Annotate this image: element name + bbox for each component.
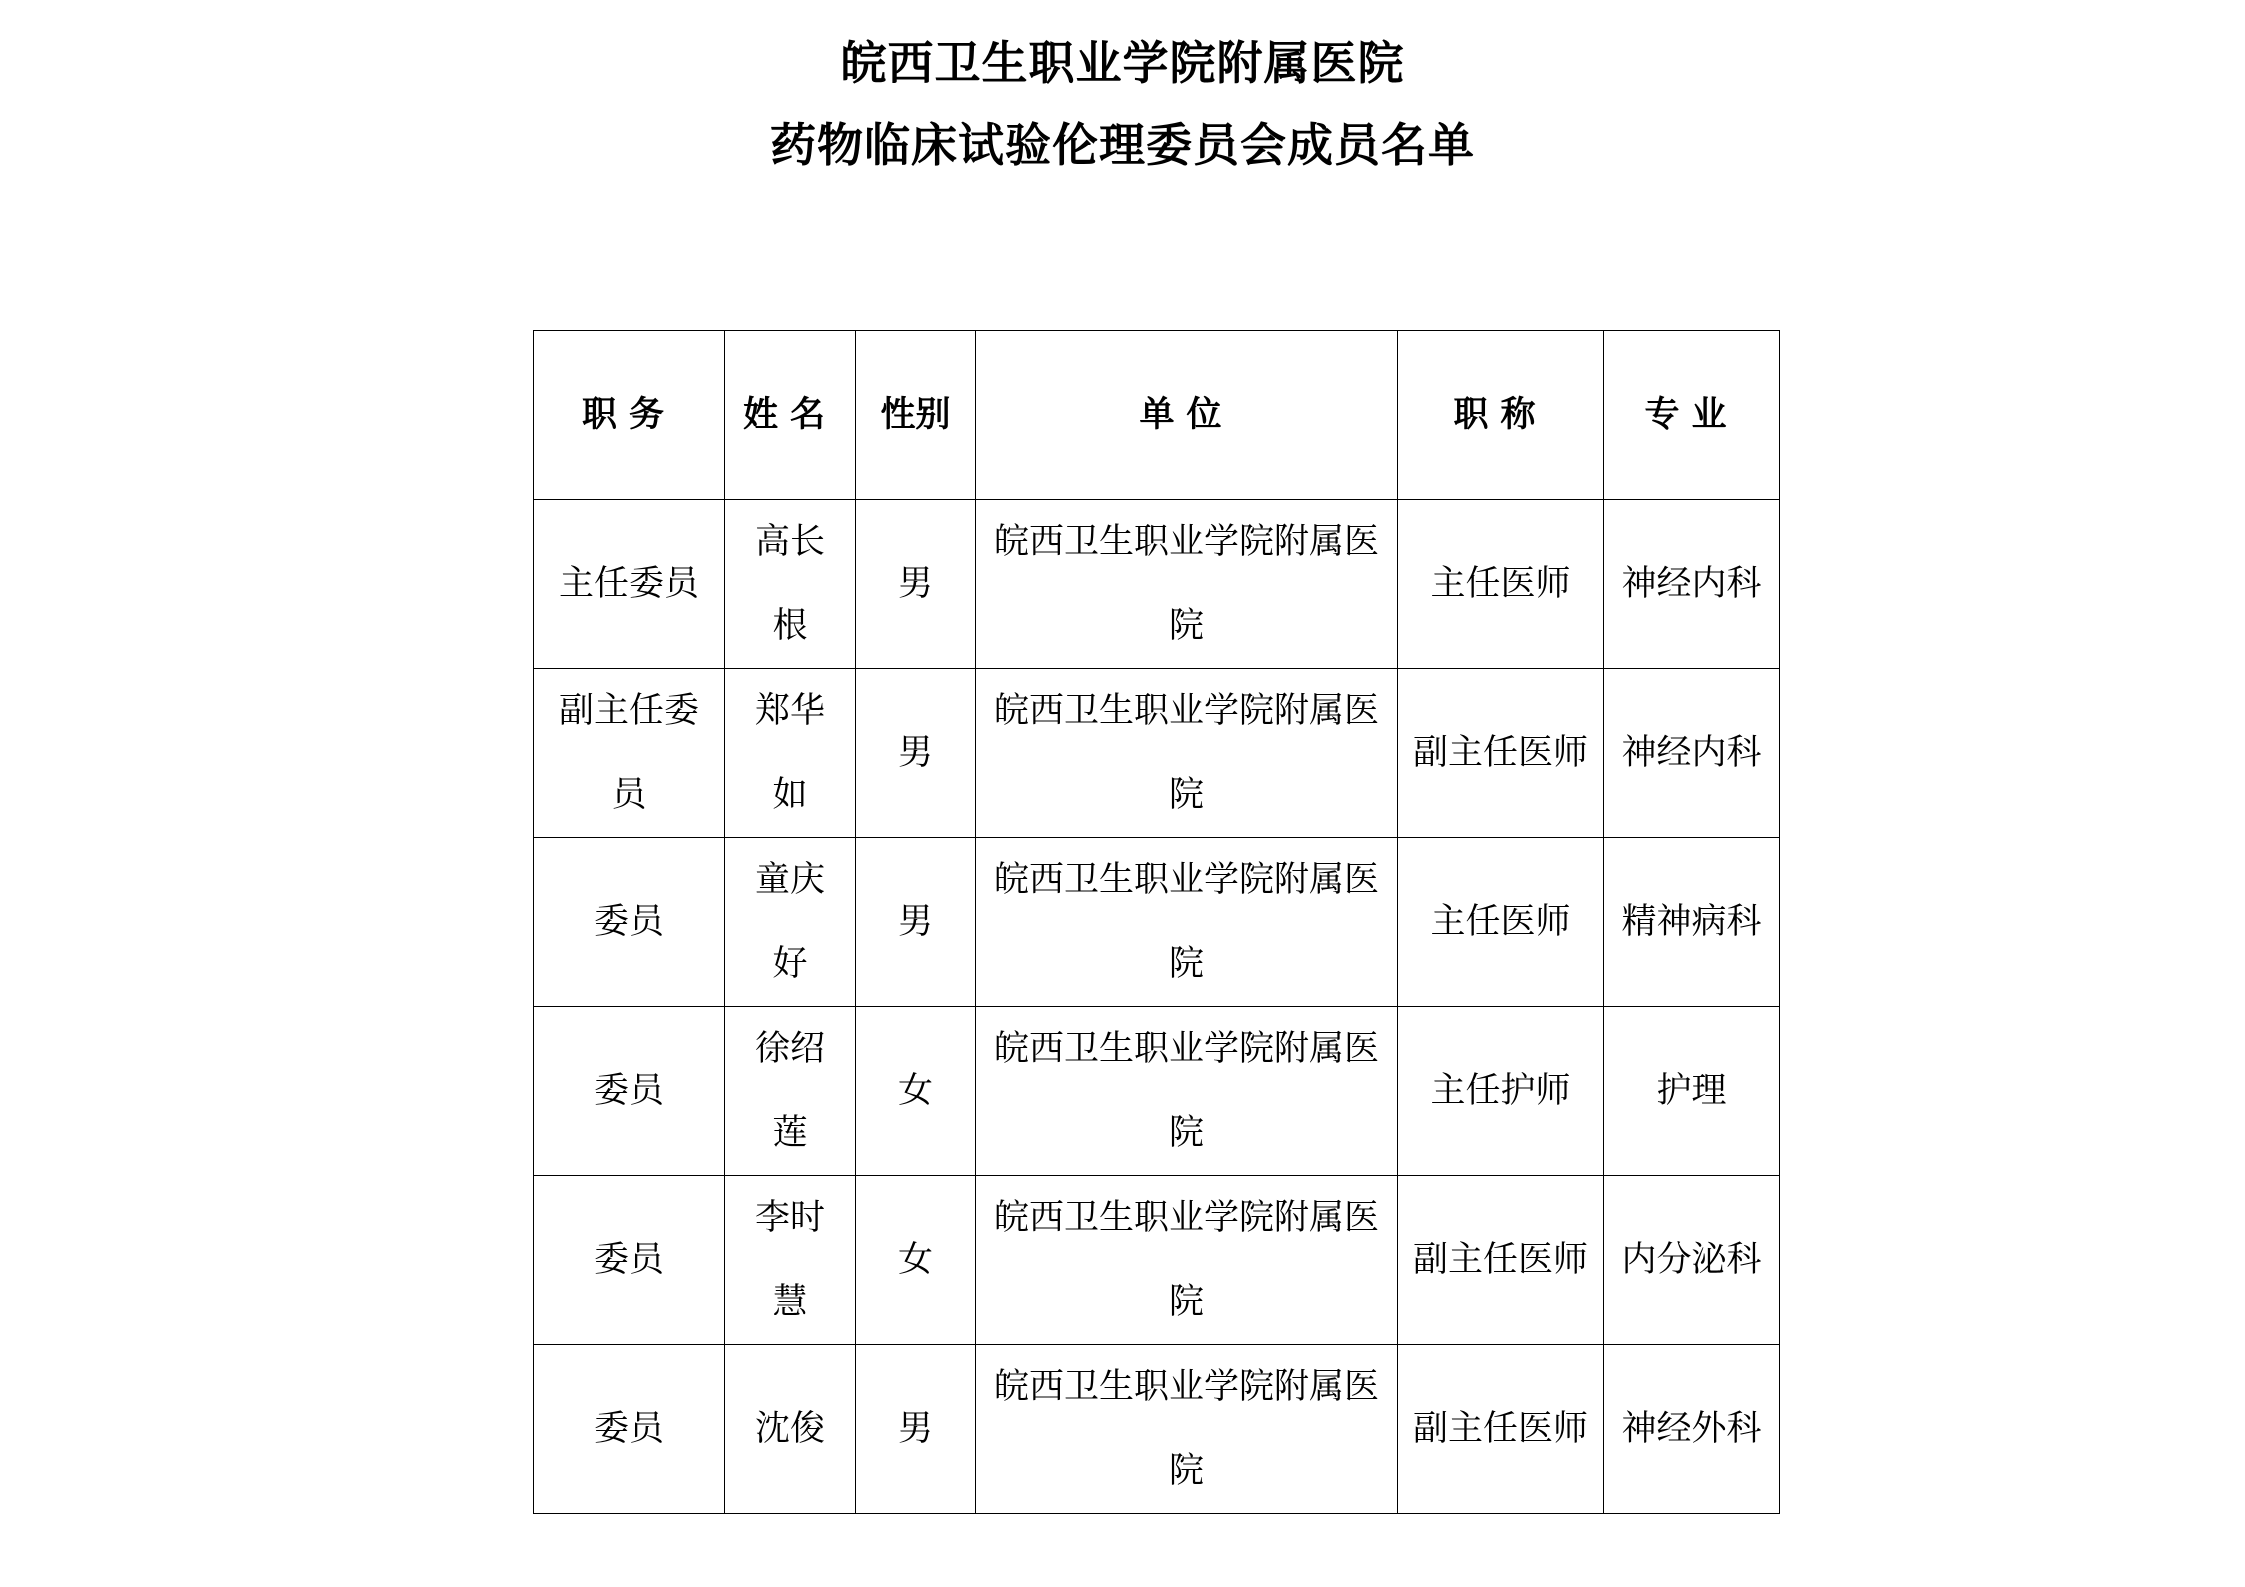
cell-unit: 皖西卫生职业学院附属医院 bbox=[976, 1007, 1398, 1176]
cell-title: 副主任医师 bbox=[1398, 669, 1604, 838]
cell-name: 高长根 bbox=[725, 500, 856, 669]
table-row bbox=[534, 500, 1780, 669]
cell-name: 童庆好 bbox=[725, 838, 856, 1007]
cell-name: 沈俊 bbox=[725, 1345, 856, 1514]
cell-gender: 男 bbox=[856, 500, 976, 669]
table-header-row bbox=[534, 331, 1780, 500]
cell-name: 李时慧 bbox=[725, 1176, 856, 1345]
cell-gender: 女 bbox=[856, 1007, 976, 1176]
cell-title: 主任护师 bbox=[1398, 1007, 1604, 1176]
cell-gender: 男 bbox=[856, 669, 976, 838]
title-line-2: 药物临床试验伦理委员会成员名单 bbox=[770, 118, 1475, 172]
cell-title: 主任医师 bbox=[1398, 838, 1604, 1007]
header-specialty: 专业 bbox=[1604, 331, 1780, 500]
cell-specialty: 神经外科 bbox=[1604, 1345, 1780, 1514]
table-row bbox=[534, 669, 1780, 838]
cell-unit: 皖西卫生职业学院附属医院 bbox=[976, 500, 1398, 669]
cell-specialty: 神经内科 bbox=[1604, 669, 1780, 838]
header-position: 职务 bbox=[534, 331, 725, 500]
table-row bbox=[534, 1007, 1780, 1176]
cell-specialty: 内分泌科 bbox=[1604, 1176, 1780, 1345]
document-title bbox=[0, 22, 2245, 186]
title-line-1: 皖西卫生职业学院附属医院 bbox=[840, 36, 1405, 90]
committee-roster-table bbox=[533, 330, 1780, 1514]
header-name: 姓名 bbox=[725, 331, 856, 500]
cell-specialty: 精神病科 bbox=[1604, 838, 1780, 1007]
header-gender: 性别 bbox=[856, 331, 976, 500]
cell-position: 委员 bbox=[534, 1345, 725, 1514]
cell-name: 徐绍莲 bbox=[725, 1007, 856, 1176]
cell-position: 主任委员 bbox=[534, 500, 725, 669]
cell-position: 委员 bbox=[534, 1176, 725, 1345]
table-row bbox=[534, 1345, 1780, 1514]
cell-unit: 皖西卫生职业学院附属医院 bbox=[976, 1345, 1398, 1514]
table-row bbox=[534, 838, 1780, 1007]
cell-title: 副主任医师 bbox=[1398, 1345, 1604, 1514]
cell-position: 委员 bbox=[534, 1007, 725, 1176]
header-title: 职称 bbox=[1398, 331, 1604, 500]
cell-gender: 男 bbox=[856, 1345, 976, 1514]
cell-gender: 女 bbox=[856, 1176, 976, 1345]
cell-name: 郑华如 bbox=[725, 669, 856, 838]
cell-title: 主任医师 bbox=[1398, 500, 1604, 669]
cell-unit: 皖西卫生职业学院附属医院 bbox=[976, 838, 1398, 1007]
cell-specialty: 护理 bbox=[1604, 1007, 1780, 1176]
cell-specialty: 神经内科 bbox=[1604, 500, 1780, 669]
table-row bbox=[534, 1176, 1780, 1345]
cell-unit: 皖西卫生职业学院附属医院 bbox=[976, 1176, 1398, 1345]
cell-gender: 男 bbox=[856, 838, 976, 1007]
header-unit: 单位 bbox=[976, 331, 1398, 500]
cell-unit: 皖西卫生职业学院附属医院 bbox=[976, 669, 1398, 838]
cell-title: 副主任医师 bbox=[1398, 1176, 1604, 1345]
cell-position: 副主任委员 bbox=[534, 669, 725, 838]
cell-position: 委员 bbox=[534, 838, 725, 1007]
